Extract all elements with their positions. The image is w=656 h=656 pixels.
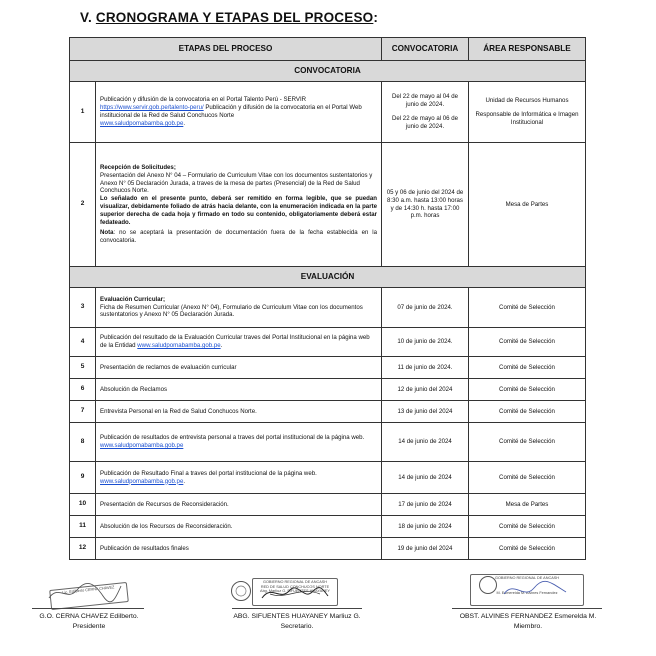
row-area: Comité de Selección <box>469 423 586 462</box>
header-area: ÁREA RESPONSABLE <box>469 38 586 61</box>
row-date <box>382 82 469 143</box>
table-row <box>70 328 586 357</box>
header-row <box>70 38 586 61</box>
signature-block-secretary <box>212 612 382 632</box>
header-convocatoria: CONVOCATORIA <box>382 38 469 61</box>
row-stage: Publicación de resultados finales <box>96 538 382 560</box>
row-number: 3 <box>70 288 96 328</box>
row-area: Comité de Selección <box>469 357 586 379</box>
signer-name: G.O. CERNA CHAVEZ Edilberto. <box>39 613 139 620</box>
table-row <box>70 288 586 328</box>
row-number: 10 <box>70 494 96 516</box>
signature-block-member <box>440 612 616 632</box>
servir-link[interactable]: https://www.servir.gob.pe/talento-peru/ <box>100 104 204 112</box>
note-label: Nota <box>100 229 114 237</box>
center-round-seal <box>230 580 252 602</box>
section-number: V. <box>80 10 96 25</box>
row-date: 14 de junio de 2024 <box>382 462 469 494</box>
center-seal-line: RED DE SALUD CONCHUCOS NORTE <box>260 584 330 589</box>
row-area: Comité de Selección <box>469 516 586 538</box>
table-row <box>70 516 586 538</box>
row-number: 12 <box>70 538 96 560</box>
table-row <box>70 423 586 462</box>
stage-text: Publicación y difusión de la convocatoria en el Portal Talento Perú - SERVIR <box>100 96 307 104</box>
row-date: 17 de junio de 2024 <box>382 494 469 516</box>
center-seal-line: Abg. Marliuz G. SIFUENTES HUAYANEY <box>260 589 330 594</box>
row-stage <box>96 288 382 328</box>
stage-text: Publicación y difusión de la convocatoria en el Portal Web institucional de la Red de Salud Conchucos Norte <box>100 104 362 119</box>
signature-block-president <box>14 612 164 632</box>
row-stage: Presentación de reclamos de evaluación curricular <box>96 357 382 379</box>
signature-line-2 <box>232 608 362 609</box>
table-row <box>70 538 586 560</box>
row-number: 7 <box>70 401 96 423</box>
table-row <box>70 379 586 401</box>
row-number: 5 <box>70 357 96 379</box>
signature-line-3 <box>452 608 602 609</box>
row-area: Comité de Selección <box>469 379 586 401</box>
row-date: 11 de junio de 2024. <box>382 357 469 379</box>
row-number: 4 <box>70 328 96 357</box>
table-row <box>70 82 586 143</box>
row-date: 19 de junio del 2024 <box>382 538 469 560</box>
row-stage <box>96 423 382 462</box>
row-area: Mesa de Partes <box>469 494 586 516</box>
stage-text: . <box>183 119 186 127</box>
entity-website-link[interactable]: www.saludpomabamba.gob.pe <box>100 119 184 127</box>
signature-scribble-left <box>45 580 125 604</box>
section-label-evaluacion: EVALUACIÓN <box>70 267 586 288</box>
row-stage <box>96 328 382 357</box>
entity-website-link[interactable]: www.saludpomabamba.gob.pe <box>137 342 221 349</box>
row-date: 05 y 06 de junio del 2024 de 8:30 a.m. hasta 13:00 horas y de 14:30 h. hasta 17:00 p.m. horas <box>382 143 469 267</box>
right-round-seal <box>478 575 498 595</box>
center-seal-line: GOBIERNO REGIONAL DE ANCASH <box>263 580 327 584</box>
stage-text: . <box>220 342 223 349</box>
row-area: Comité de Selección <box>469 538 586 560</box>
section-title <box>80 10 378 25</box>
signature-scribble-right <box>500 580 570 600</box>
area-text: Responsable de Informática e Imagen Institucional <box>475 111 579 126</box>
row-area: Comité de Selección <box>469 288 586 328</box>
row-area: Comité de Selección <box>469 328 586 357</box>
signer-role: Presidente <box>72 622 106 630</box>
note-text: : no se aceptará la presentación de documentación fuera de la fecha establecida en la convocatoria. <box>100 229 377 245</box>
section-row-evaluacion <box>70 267 586 288</box>
signature-scribble-center <box>260 582 330 604</box>
left-seal-text: Lic. Edilberto CERNA CHAVEZ <box>62 585 115 595</box>
signer-name: ABG. SIFUENTES HUAYANEY Marliuz G. <box>233 613 361 620</box>
row-area: Comité de Selección <box>469 401 586 423</box>
entity-website-link[interactable]: www.saludpomabamba.gob.pe <box>100 477 184 485</box>
row-date: 10 de junio de 2024. <box>382 328 469 357</box>
header-etapas: ETAPAS DEL PROCESO <box>70 38 382 61</box>
stage-text: Ficha de Resumen Curricular (Anexo N° 04), Formulario de Curriculum Vitae con los documentos sustentatorios y Anexo N° 05 Declaración Jurada. <box>100 303 363 319</box>
signature-line-1 <box>32 608 144 609</box>
stage-heading: Recepción de Solicitudes; <box>100 164 176 172</box>
row-date: 14 de junio de 2024 <box>382 423 469 462</box>
right-seal-line: M. Esmerelda M. Alvines Fernandez <box>496 590 558 595</box>
row-number: 8 <box>70 423 96 462</box>
row-area: Comité de Selección <box>469 462 586 494</box>
entity-website-link[interactable]: www.saludpomabamba.gob.pe <box>100 442 184 449</box>
table-row <box>70 357 586 379</box>
row-stage <box>96 82 382 143</box>
section-title-text: CRONOGRAMA Y ETAPAS DEL PROCESO <box>95 10 374 25</box>
stage-text: Publicación de resultados de entrevista personal a traves del portal institucional de la página web. <box>100 434 365 442</box>
date-text: Del 22 de mayo al 06 de junio de 2024. <box>391 115 459 130</box>
row-number: 9 <box>70 462 96 494</box>
row-date: 07 de junio de 2024. <box>382 288 469 328</box>
stage-bold-note: Lo señalado en el presente punto, deberá ser remitido en forma legible, que se puedan visualizar, debidamente foliado de atrás hacia delante, con la enumeración indicada en la parte superior derecha de cada hoja y firmado en todo su contenido, obligatoriamente deberá estar fedateado. <box>100 195 377 226</box>
table-row <box>70 494 586 516</box>
stage-note <box>100 229 377 245</box>
signer-name: OBST. ALVINES FERNANDEZ Esmerelda M. <box>459 613 597 620</box>
row-date: 18 de junio de 2024 <box>382 516 469 538</box>
row-stage: Absolución de los Recursos de Reconsideración. <box>96 516 382 538</box>
row-stage: Absolución de Reclamos <box>96 379 382 401</box>
row-date: 13 de junio del 2024 <box>382 401 469 423</box>
section-row-convocatoria <box>70 61 586 82</box>
row-stage: Presentación de Recursos de Reconsideración. <box>96 494 382 516</box>
schedule-table <box>69 37 586 560</box>
table-row <box>70 143 586 267</box>
row-area: Mesa de Partes <box>469 143 586 267</box>
row-stage: Entrevista Personal en la Red de Salud Conchucos Norte. <box>96 401 382 423</box>
row-date: 12 de junio del 2024 <box>382 379 469 401</box>
stage-text: . <box>183 477 186 485</box>
signer-role: Secretario. <box>280 622 314 630</box>
row-number: 2 <box>70 143 96 267</box>
section-title-colon: : <box>373 10 379 25</box>
signer-role: Miembro. <box>513 622 543 630</box>
row-stage <box>96 143 382 267</box>
table-row <box>70 401 586 423</box>
row-number: 1 <box>70 82 96 143</box>
row-number: 11 <box>70 516 96 538</box>
area-text: Unidad de Recursos Humanos <box>485 97 569 105</box>
date-text: Del 22 de mayo al 04 de junio de 2024. <box>391 93 459 109</box>
row-number: 6 <box>70 379 96 401</box>
stage-heading: Evaluación Curricular; <box>100 295 166 303</box>
section-label-convocatoria: CONVOCATORIA <box>70 61 586 82</box>
row-area <box>469 82 586 143</box>
stage-text: Publicación de Resultado Final a traves del portal institucional de la página web. <box>100 469 317 477</box>
stage-text: Publicación del resultado de la Evaluación Curricular traves del Portal Institucional en la página web de la Entidad <box>100 334 370 349</box>
stage-text: Presentación del Anexo N° 04 – Formulario de Curriculum Vitae con los documentos sustentatorios y Anexo N° 05 Declaración Jurada, a traves de la mesa de partes (Presencial) de la Red de Salud Conchucos Norte. <box>100 171 373 195</box>
row-stage <box>96 462 382 494</box>
table-row <box>70 462 586 494</box>
right-seal-line: GOBIERNO REGIONAL DE ANCASH <box>495 576 559 580</box>
